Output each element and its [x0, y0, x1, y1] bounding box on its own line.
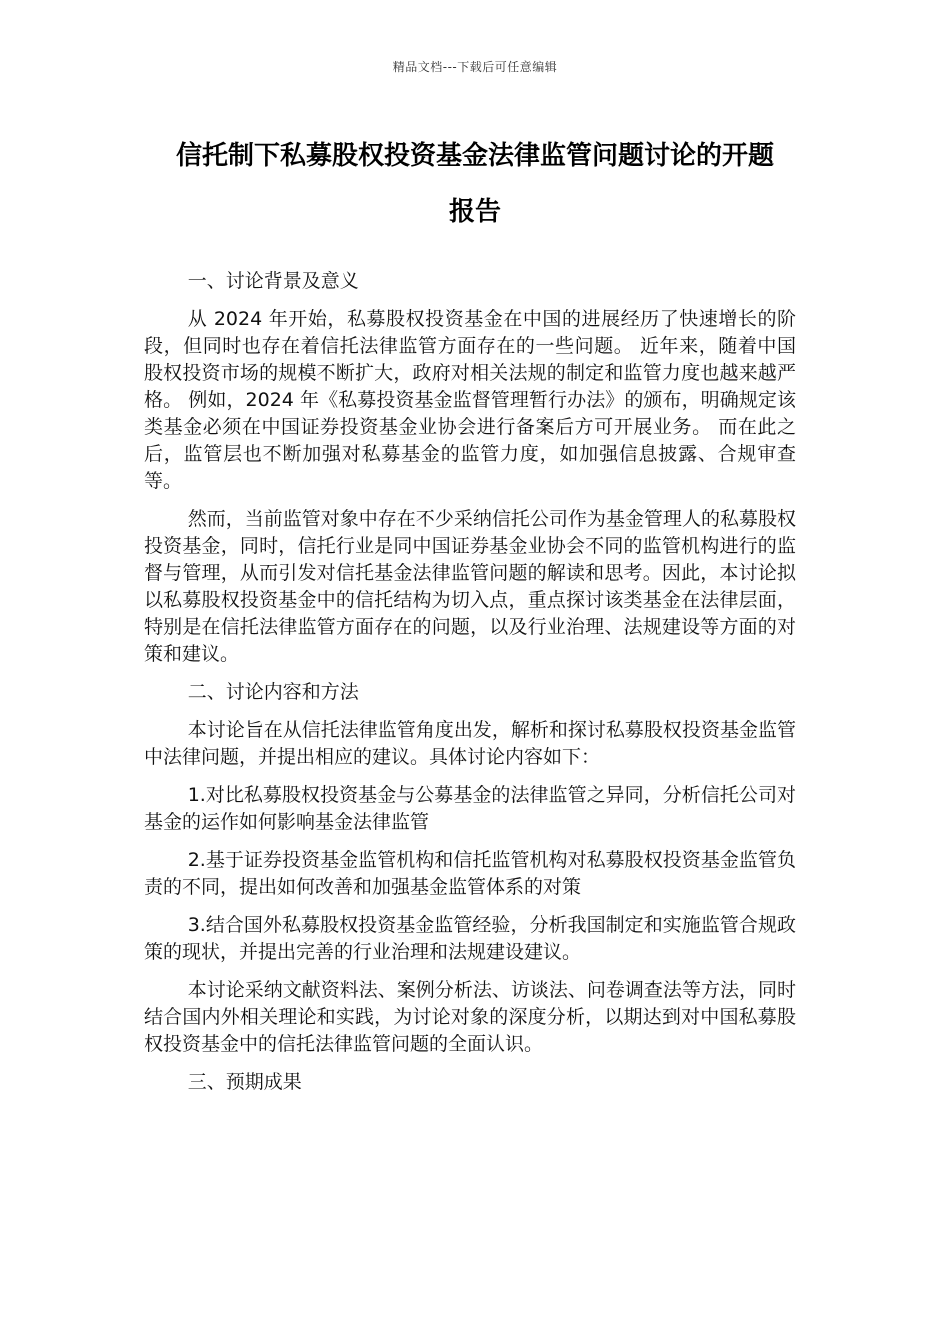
list-item-2: 2.基于证券投资基金监管机构和信托监管机构对私募股权投资基金监管负责的不同，提出如何改善和加强基金监管体系的对策 [144, 849, 796, 898]
section-heading-expected-results: 三、预期成果 [187, 1071, 302, 1093]
list-item-3: 3.结合国外私募股权投资基金监管经验，分析我国制定和实施监管合规政策的现状，并提出完善的行业治理和法规建设建议。 [144, 914, 796, 963]
document-body [144, 268, 796, 1107]
section-heading-background: 一、讨论背景及意义 [187, 270, 359, 292]
header-note: 精品文档---下载后可任意编辑 [392, 60, 558, 74]
paragraph-background-1: 从 2024 年开始，私募股权投资基金在中国的进展经历了快速增长的阶段，但同时也存在着信托法律监管方面存在的一些问题。 近年来，随着中国股权投资市场的规模不断扩大，政府对相关法规的制定和监管力度也越来越严格。 例如，2024 年《私募投资基金监督管理暂行办法》的颁布，明确规定该类基金必须在中国证券投资基金业协会进行备案后方可开展业务。 而在此之后，监管层也不断加强对私募基金的监管力度，如加强信息披露、合规审查等。 [144, 308, 796, 492]
paragraph-methods: 本讨论采纳文献资料法、案例分析法、访谈法、问卷调查法等方法，同时结合国内外相关理论和实践，为讨论对象的深度分析，以期达到对中国私募股权投资基金中的信托法律监管问题的全面认识。 [144, 979, 796, 1055]
list-item-1: 1.对比私募股权投资基金与公募基金的法律监管之异同，分析信托公司对基金的运作如何影响基金法律监管 [144, 784, 796, 833]
title-line-1: 信托制下私募股权投资基金法律监管问题讨论的开题 [175, 141, 774, 171]
paragraph-background-2: 然而，当前监管对象中存在不少采纳信托公司作为基金管理人的私募股权投资基金，同时，信托行业是同中国证券基金业协会不同的监管机构进行的监督与管理，从而引发对信托基金法律监管问题的解读和思考。因此，本讨论拟以私募股权投资基金中的信托结构为切入点，重点探讨该类基金在法律层面，特别是在信托法律监管方面存在的问题，以及行业治理、法规建设等方面的对策和建议。 [144, 508, 796, 665]
title-line-2: 报告 [448, 197, 501, 227]
document-title [120, 128, 830, 240]
paragraph-content-intro: 本讨论旨在从信托法律监管角度出发，解析和探讨私募股权投资基金监管中法律问题，并提出相应的建议。具体讨论内容如下： [144, 719, 796, 768]
section-heading-content-methods: 二、讨论内容和方法 [187, 681, 359, 703]
